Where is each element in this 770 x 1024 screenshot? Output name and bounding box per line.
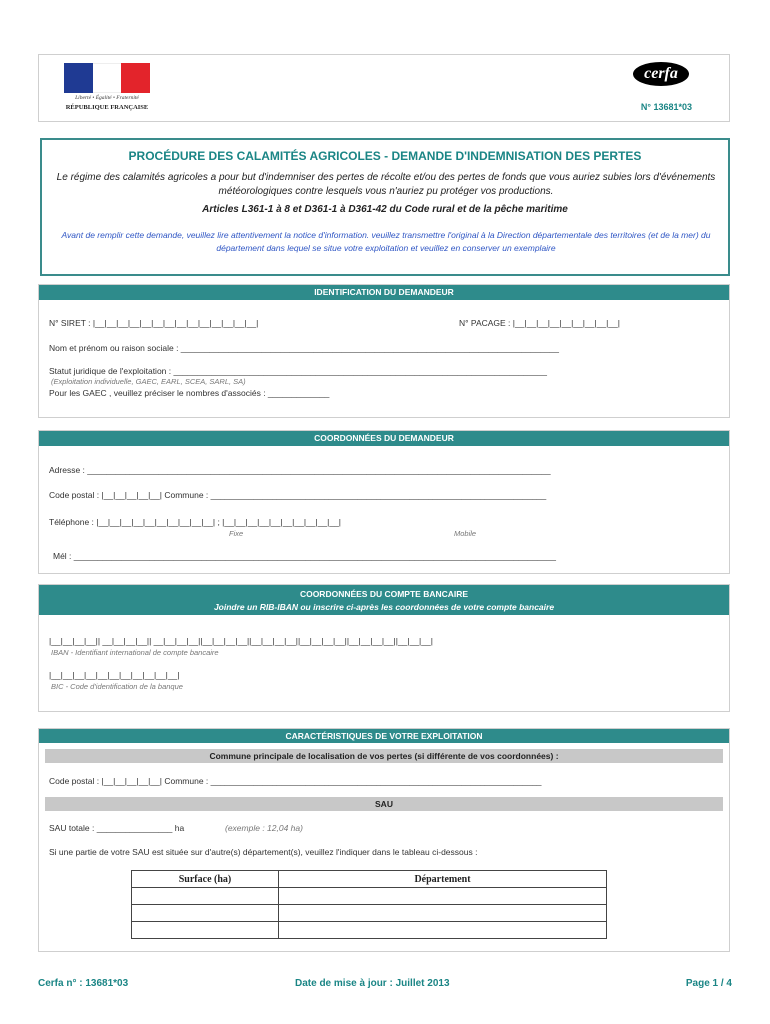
table-row: [132, 905, 607, 922]
form-intro: Le régime des calamités agricoles a pour but d'indemniser des pertes de récolte et/ou des pertes de fonds que vous auriez subies lors d'événements météorologiques contre lesquels vous n'auriez pu protéger vos productions.: [56, 172, 716, 197]
siret-field[interactable]: N° SIRET : |__|__|__|__|__|__|__|__|__|__|__|__|__|__|: [49, 318, 259, 328]
coordonnees-section: [38, 430, 730, 574]
statut-hint: (Exploitation individuelle, GAEC, EARL, SCEA, SARL, SA): [51, 377, 246, 386]
fixe-label: Fixe: [229, 529, 244, 538]
code-postal-field[interactable]: Code postal : |__|__|__|__|__| Commune : _______________________________________________________________________: [49, 490, 547, 500]
form-title: PROCÉDURE DES CALAMITÉS AGRICOLES - DEMANDE D'INDEMNISATION DES PERTES: [128, 149, 642, 163]
table-row: [132, 888, 607, 905]
section-heading: IDENTIFICATION DU DEMANDEUR: [39, 285, 729, 300]
nom-field[interactable]: Nom et prénom ou raison sociale : ________________________________________________________________________________: [49, 343, 559, 353]
banque-heading: COORDONNÉES DU COMPTE BANCAIRE: [299, 589, 469, 599]
banque-section: [38, 584, 730, 712]
cerfa-logo: cerfa: [633, 62, 689, 86]
notice-text: Avant de remplir cette demande, veuillez lire attentivement la notice d'information. veuillez transmettre l'original à la Direction départementale des territoires (et de la mer) du département dans lequel se situe votre exploitation et veuillez en conserver un exemplaire: [61, 230, 711, 253]
bic-label: BIC - Code d'identification de la banque: [51, 682, 183, 691]
exploitation-section: [38, 728, 730, 952]
departement-cell[interactable]: [279, 922, 607, 939]
surface-cell[interactable]: [132, 888, 279, 905]
cerfa-number: N° 13681*03: [640, 102, 692, 112]
table-header-row: [132, 871, 607, 888]
statut-field[interactable]: Statut juridique de l'exploitation : _______________________________________________________________________________: [49, 366, 547, 376]
section-heading: COORDONNÉES DU DEMANDEUR: [39, 431, 729, 446]
motto: Liberté • Égalité • Fraternité: [75, 95, 139, 101]
surface-header: Surface (ha): [132, 871, 279, 888]
commune-bar: Commune principale de localisation de vos pertes (si différente de vos coordonnées) :: [45, 749, 723, 763]
gaec-associes-field[interactable]: Pour les GAEC , veuillez préciser le nombres d'associés : _____________: [49, 388, 330, 398]
iban-field[interactable]: |__|__|__|__|| __|__|__|__|| __|__|__|__||__|__|__|__||__|__|__|__||__|__|__|__||__|__|__|__||__|__|__|: [49, 636, 433, 646]
exploitation-code-postal-field[interactable]: Code postal : |__|__|__|__|__| Commune : ______________________________________________________________________: [49, 776, 542, 786]
banque-subheading: Joindre un RIB-IBAN ou inscrire ci-après les coordonnées de votre compte bancaire: [213, 602, 555, 612]
departement-cell[interactable]: [279, 888, 607, 905]
republique-francaise-logo: [60, 59, 154, 117]
sau-table: [131, 870, 607, 939]
sau-bar: SAU: [45, 797, 723, 811]
telephone-field[interactable]: Téléphone : |__|__|__|__|__|__|__|__|__|__| ; |__|__|__|__|__|__|__|__|__|__|: [49, 517, 342, 527]
surface-cell[interactable]: [132, 905, 279, 922]
iban-label: IBAN - Identifiant international de compte bancaire: [51, 648, 219, 657]
sau-totale-field[interactable]: SAU totale : ________________ ha: [49, 823, 185, 833]
footer-update-date: Date de mise à jour : Juillet 2013: [295, 978, 450, 989]
surface-cell[interactable]: [132, 922, 279, 939]
departement-header: Département: [279, 871, 607, 888]
mobile-label: Mobile: [454, 529, 477, 538]
footer-cerfa-number: Cerfa n° : 13681*03: [38, 978, 129, 989]
section-heading: [39, 585, 729, 615]
legal-articles: Articles L361-1 à 8 et D361-1 à D361-42 du Code rural et de la pêche maritime: [202, 204, 568, 215]
mel-field[interactable]: Mél : ______________________________________________________________________________________________________: [53, 551, 556, 561]
republique-label: RÉPUBLIQUE FRANÇAISE: [65, 104, 149, 111]
sau-example: (exemple : 12,04 ha): [225, 823, 303, 833]
section-heading: CARACTÉRISTIQUES DE VOTRE EXPLOITATION: [39, 729, 729, 743]
adresse-field[interactable]: Adresse : __________________________________________________________________________________________________: [49, 465, 551, 475]
title-box: [40, 138, 730, 276]
sau-question: Si une partie de votre SAU est située sur d'autre(s) département(s), veuillez l'indiquer dans le tableau ci-dessous :: [49, 847, 478, 857]
bic-field[interactable]: |__|__|__|__|__|__|__|__|__|__|__|: [49, 670, 180, 680]
pacage-field[interactable]: N° PACAGE : |__|__|__|__|__|__|__|__|__|: [459, 318, 620, 328]
footer-page-number: Page 1 / 4: [685, 978, 732, 989]
marianne-flag-icon: [64, 63, 150, 93]
departement-cell[interactable]: [279, 905, 607, 922]
table-row: [132, 922, 607, 939]
identification-section: [38, 284, 730, 418]
page-header: [38, 54, 730, 122]
